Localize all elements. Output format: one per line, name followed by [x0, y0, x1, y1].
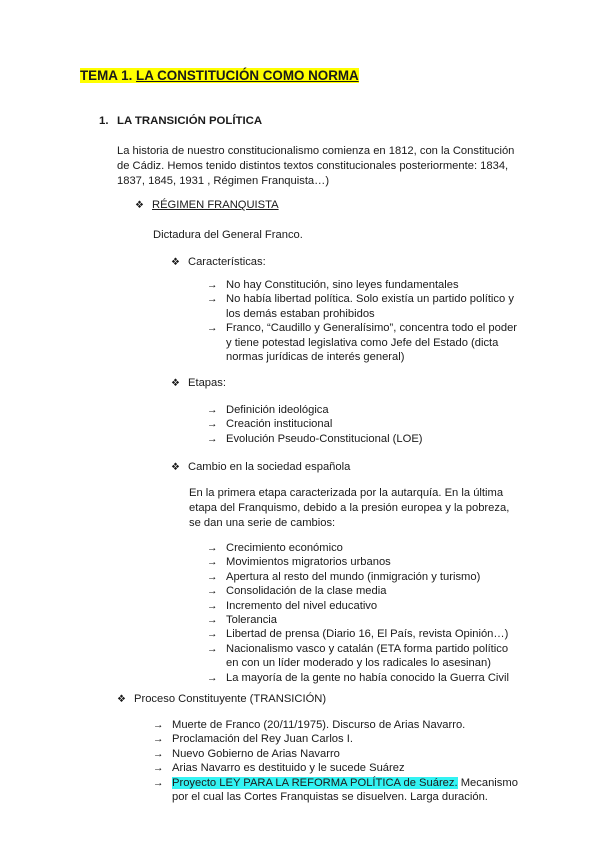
list-item-line: los demás estaban prohibidos	[226, 307, 375, 320]
arrow-icon: →	[153, 733, 164, 746]
list-item-line: Movimientos migratorios urbanos	[226, 556, 391, 569]
caracteristicas-bullet	[171, 255, 266, 270]
list-item-line	[172, 776, 518, 790]
arrow-icon: →	[207, 628, 218, 641]
list-item-line: Crecimiento económico	[226, 542, 343, 554]
list-item	[207, 321, 517, 364]
list-item	[153, 747, 518, 761]
list-item-line: Apertura al resto del mundo (inmigración y turismo)	[226, 570, 481, 583]
list-item-line: Proclamación del Rey Juan Carlos I.	[172, 733, 353, 746]
list-item	[207, 417, 423, 431]
diamond-bullet-icon: ❖	[171, 462, 180, 473]
list-item-line: Libertad de prensa (Diario 16, El País, revista Opinión…)	[226, 628, 509, 641]
list-item	[207, 642, 509, 671]
arrow-icon: →	[207, 671, 218, 684]
arrow-icon: →	[153, 719, 164, 731]
page-title	[80, 67, 359, 84]
arrow-icon: →	[153, 762, 164, 775]
arrow-icon: →	[207, 642, 218, 655]
arrow-icon: →	[207, 585, 218, 598]
title-prefix: TEMA 1.	[80, 68, 137, 83]
title-main: LA CONSTITUCIÓN COMO NORMA	[136, 68, 359, 83]
proceso-title: Proceso Constituyente (TRANSICIÓN)	[134, 693, 327, 705]
cambio-line: se dan una serie de cambios:	[189, 517, 336, 530]
caracteristicas-list	[207, 278, 517, 364]
caracteristicas-label: Características:	[188, 256, 266, 268]
list-item-line: Creación institucional	[226, 418, 333, 431]
list-item	[207, 599, 509, 613]
list-item-line: en con un líder moderado y los radicales lo asesinan)	[226, 657, 491, 670]
arrow-icon: →	[207, 404, 218, 416]
list-item-text: Mecanismo	[457, 776, 518, 789]
arrow-icon: →	[207, 614, 218, 627]
list-item	[153, 718, 518, 732]
list-item-line: Tolerancia	[226, 614, 277, 627]
arrow-icon: →	[207, 279, 218, 291]
etapas-list	[207, 403, 423, 446]
cambio-bullet	[171, 460, 350, 475]
list-item	[207, 613, 509, 627]
diamond-bullet-icon: ❖	[135, 200, 144, 211]
list-item-line: No había libertad política. Solo existía un partido político y	[226, 293, 514, 306]
intro-paragraph	[117, 144, 514, 190]
regimen-bullet	[135, 198, 279, 213]
arrow-icon: →	[207, 432, 218, 445]
list-item-line: Consolidación de la clase media	[226, 585, 387, 598]
list-item	[153, 732, 518, 746]
list-item	[207, 432, 423, 446]
section-heading	[99, 115, 262, 127]
section-number: 1.	[99, 115, 109, 127]
intro-line: La historia de nuestro constitucionalismo comienza en 1812, con la Constitución	[117, 145, 515, 157]
cambio-list	[207, 541, 509, 685]
list-item-highlighted	[153, 776, 518, 805]
list-item-line: Incremento del nivel educativo	[226, 599, 378, 612]
list-item-line: Franco, “Caudillo y Generalísimo”, concentra todo el poder	[226, 322, 518, 335]
etapas-label: Etapas:	[188, 377, 226, 389]
diamond-bullet-icon: ❖	[171, 378, 180, 389]
list-item-line: Arias Navarro es destituido y le sucede Suárez	[172, 762, 405, 775]
diamond-bullet-icon: ❖	[117, 694, 126, 705]
arrow-icon: →	[207, 542, 218, 554]
list-item-line: y tiene potestad legislativa como Jefe del Estado (dicta	[226, 336, 499, 349]
arrow-icon: →	[207, 570, 218, 583]
cambio-line: En la primera etapa caracterizada por la autarquía. En la última	[189, 487, 504, 499]
list-item-line: Nacionalismo vasco y catalán (ETA forma partido político	[226, 642, 509, 655]
list-item	[207, 403, 423, 417]
regimen-title: RÉGIMEN FRANQUISTA	[152, 199, 279, 211]
list-item-line: Muerte de Franco (20/11/1975). Discurso de Arias Navarro.	[172, 719, 466, 731]
proceso-bullet	[117, 692, 326, 707]
regimen-description: Dictadura del General Franco.	[153, 229, 303, 241]
list-item-line: normas jurídicas de interés general)	[226, 351, 405, 364]
arrow-icon: →	[153, 747, 164, 760]
list-item-line: por el cual las Cortes Franquistas se disuelven. Larga duración.	[172, 791, 488, 804]
list-item-line: Evolución Pseudo-Constitucional (LOE)	[226, 432, 423, 445]
list-item	[207, 584, 509, 598]
arrow-icon: →	[207, 556, 218, 569]
arrow-icon: →	[207, 293, 218, 306]
section-heading-text: LA TRANSICIÓN POLÍTICA	[117, 115, 263, 127]
proceso-list	[153, 718, 518, 804]
cambio-paragraph	[189, 486, 509, 532]
list-item	[153, 761, 518, 775]
list-item	[207, 278, 517, 292]
diamond-bullet-icon: ❖	[171, 257, 180, 268]
cambio-label: Cambio en la sociedad española	[188, 461, 351, 473]
cambio-line: etapa del Franquismo, debido a la presión europea y la pobreza,	[189, 502, 510, 515]
arrow-icon: →	[207, 599, 218, 612]
arrow-icon: →	[207, 322, 218, 335]
etapas-bullet	[171, 376, 226, 391]
list-item-line: Definición ideológica	[226, 404, 329, 416]
list-item	[207, 570, 509, 584]
arrow-icon: →	[207, 418, 218, 431]
intro-line: 1837, 1845, 1931 , Régimen Franquista…)	[117, 175, 330, 188]
list-item-line: No hay Constitución, sino leyes fundamentales	[226, 279, 459, 291]
list-item	[207, 627, 509, 641]
list-item	[207, 555, 509, 569]
highlighted-text: Proyecto LEY PARA LA REFORMA POLÍTICA de Suárez.	[172, 776, 458, 789]
arrow-icon: →	[153, 776, 164, 789]
intro-line: de Cádiz. Hemos tenido distintos textos constitucionales posteriormente: 1834,	[117, 160, 509, 173]
list-item-line: Nuevo Gobierno de Arias Navarro	[172, 747, 340, 760]
list-item	[207, 541, 509, 555]
list-item	[207, 292, 517, 321]
list-item	[207, 671, 509, 685]
list-item-line: La mayoría de la gente no había conocido la Guerra Civil	[226, 671, 509, 684]
